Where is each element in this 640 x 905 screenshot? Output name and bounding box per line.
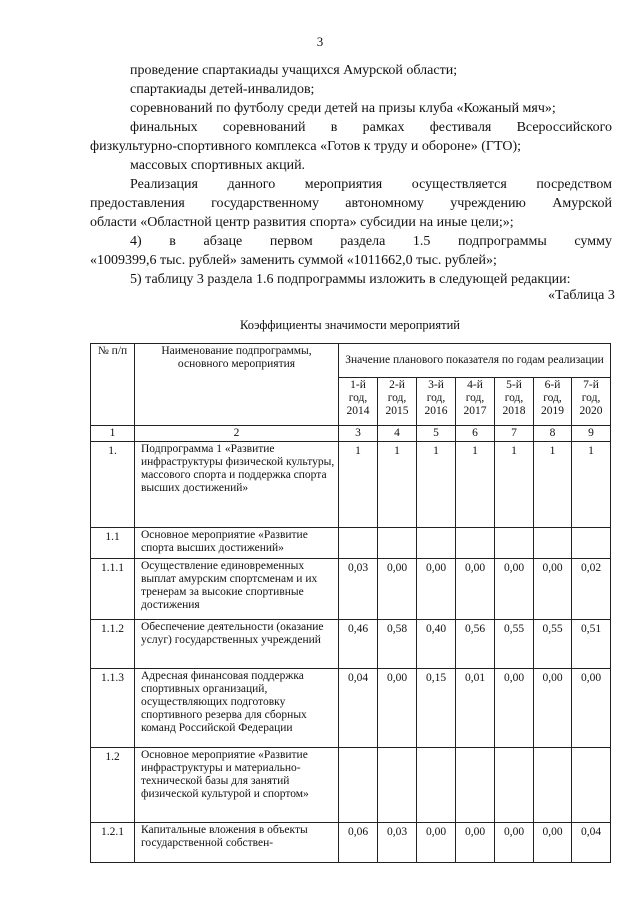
- paragraph-line: [130, 233, 612, 250]
- row-value: 0,55: [534, 620, 572, 669]
- row-value: 0,00: [495, 823, 534, 863]
- year-value: 2016: [424, 405, 448, 417]
- row-name: Обеспечение деятельности (оказание услуг) государственных учреждений: [135, 620, 339, 669]
- column-number: 1: [91, 426, 135, 442]
- row-name: Адресная финансовая поддержка спортивных организаций, осуществляющих подготовку спортивного резерва для сборных команд Российской Федерации: [135, 669, 339, 748]
- paragraph-line: соревнований по футболу среди детей на призы клуба «Кожаный мяч»;: [130, 101, 556, 116]
- page-number: 3: [316, 34, 324, 49]
- row-value: 0,46: [339, 620, 378, 669]
- row-value: 0,00: [495, 559, 534, 620]
- row-value: 1: [534, 442, 572, 528]
- word: Всероссийского: [516, 120, 612, 135]
- row-value: 0,00: [534, 823, 572, 863]
- row-name: Капитальные вложения в объекты государственной собствен-: [135, 823, 339, 863]
- year-label: 3-й год,: [426, 379, 446, 404]
- year-label: 4-й год,: [465, 379, 485, 404]
- row-value: 0,40: [417, 620, 456, 669]
- row-value: 1: [339, 442, 378, 528]
- row-name: Подпрограмма 1 «Развитие инфраструктуры физической культуры, массового спорта и поддержка спорта высших достижений»: [135, 442, 339, 528]
- paragraph-line: области «Областной центр развития спорта» субсидии на иные цели;»;: [90, 215, 514, 230]
- word: Реализация: [130, 177, 198, 192]
- word: 4): [130, 234, 142, 249]
- word: данного: [227, 177, 276, 192]
- paragraph-line: физкультурно-спортивного комплекса «Готов к труду и обороне» (ГТО);: [90, 139, 522, 154]
- word: Амурской: [552, 196, 612, 211]
- row-name: Основное мероприятие «Развитие спорта высших достижений»: [135, 528, 339, 559]
- row-value: 0,02: [572, 559, 611, 620]
- table-row: [91, 528, 611, 559]
- word: в: [330, 120, 338, 135]
- word: подпрограммы: [458, 234, 547, 249]
- row-value: [456, 748, 495, 823]
- word: государственному: [211, 196, 319, 211]
- row-value: 1: [456, 442, 495, 528]
- row-value: 0,00: [534, 559, 572, 620]
- column-number: 6: [456, 426, 495, 442]
- row-value: 0,00: [572, 669, 611, 748]
- row-value: 0,00: [495, 669, 534, 748]
- word: финальных: [130, 120, 198, 135]
- row-value: [417, 528, 456, 559]
- word: абзаце: [203, 234, 243, 249]
- row-code: 1.1.2: [91, 620, 135, 669]
- row-code: 1.2.1: [91, 823, 135, 863]
- header-year-6: [534, 378, 572, 426]
- word: первом: [269, 234, 313, 249]
- row-value: 0,04: [572, 823, 611, 863]
- row-value: 0,00: [456, 823, 495, 863]
- row-value: [339, 748, 378, 823]
- header-values: Значение планового показателя по годам реализации: [339, 344, 611, 378]
- word: фестиваля: [429, 120, 492, 135]
- row-value: 0,04: [339, 669, 378, 748]
- table-row: [91, 620, 611, 669]
- word: осуществляется: [411, 177, 507, 192]
- year-value: 2018: [502, 405, 526, 417]
- table-row: [91, 669, 611, 748]
- paragraph-line: «1009399,6 тыс. рублей» заменить суммой «1011662,0 тыс. рублей»;: [90, 253, 497, 268]
- word: предоставления: [90, 196, 185, 211]
- year-value: 2014: [346, 405, 370, 417]
- row-value: 0,00: [378, 559, 417, 620]
- paragraph-line: 5) таблицу 3 раздела 1.6 подпрограммы изложить в следующей редакции:: [130, 272, 571, 287]
- table-row: [91, 442, 611, 528]
- row-name: Основное мероприятие «Развитие инфраструктуры и материально-технической базы для занятий физической культурой и спортом»: [135, 748, 339, 823]
- word: мероприятия: [304, 177, 383, 192]
- row-value: 0,55: [495, 620, 534, 669]
- row-code: 1.2: [91, 748, 135, 823]
- word: в: [169, 234, 176, 249]
- paragraph-line: проведение спартакиады учащихся Амурской области;: [130, 63, 458, 78]
- row-value: 0,00: [417, 559, 456, 620]
- row-value: 0,06: [339, 823, 378, 863]
- table-row: [91, 823, 611, 863]
- row-value: 0,01: [456, 669, 495, 748]
- row-code: 1.: [91, 442, 135, 528]
- header-year-4: [456, 378, 495, 426]
- word: раздела: [340, 234, 386, 249]
- year-value: 2019: [541, 405, 564, 417]
- row-value: [339, 528, 378, 559]
- paragraph-line: спартакиады детей-инвалидов;: [130, 82, 315, 97]
- word: соревнований: [222, 120, 306, 135]
- header-name: Наименование подпрограммы, основного мероприятия: [135, 344, 339, 426]
- row-value: [534, 748, 572, 823]
- row-value: 0,00: [456, 559, 495, 620]
- column-number: 4: [378, 426, 417, 442]
- paragraph-line: массовых спортивных акций.: [130, 158, 306, 173]
- word: сумму: [574, 234, 612, 249]
- header-year-1: [339, 378, 378, 426]
- row-value: [417, 748, 456, 823]
- column-number: 9: [572, 426, 611, 442]
- paragraph-line: [130, 176, 612, 193]
- table-caption: Коэффициенты значимости мероприятий: [240, 318, 460, 332]
- header-year-3: [417, 378, 456, 426]
- year-value: 2015: [385, 405, 409, 417]
- year-value: 2017: [463, 405, 487, 417]
- column-number: 3: [339, 426, 378, 442]
- table-reference: «Таблица 3: [548, 288, 615, 303]
- row-value: 0,00: [417, 823, 456, 863]
- word: автономному: [345, 196, 424, 211]
- word: учреждению: [450, 196, 526, 211]
- column-number: 7: [495, 426, 534, 442]
- row-code: 1.1.3: [91, 669, 135, 748]
- row-value: 0,58: [378, 620, 417, 669]
- coefficients-table: [90, 343, 611, 863]
- year-label: 1-й год,: [348, 379, 368, 404]
- header-year-7: [572, 378, 611, 426]
- word: посредством: [536, 177, 612, 192]
- column-number: 5: [417, 426, 456, 442]
- paragraph-line: [130, 119, 612, 136]
- row-value: 0,51: [572, 620, 611, 669]
- year-label: 5-й год,: [504, 379, 524, 404]
- column-number: 2: [135, 426, 339, 442]
- year-value: 2020: [579, 405, 603, 417]
- row-value: [495, 528, 534, 559]
- row-value: 1: [495, 442, 534, 528]
- row-value: 1: [417, 442, 456, 528]
- row-value: 1: [378, 442, 417, 528]
- row-value: 0,00: [534, 669, 572, 748]
- row-value: [572, 748, 611, 823]
- row-value: [534, 528, 572, 559]
- row-value: 0,56: [456, 620, 495, 669]
- row-value: [378, 528, 417, 559]
- row-code: 1.1.1: [91, 559, 135, 620]
- year-label: 2-й год,: [387, 379, 407, 404]
- table-row: [91, 559, 611, 620]
- column-number: 8: [534, 426, 572, 442]
- row-value: 0,03: [378, 823, 417, 863]
- word: рамках: [362, 120, 405, 135]
- header-num: № п/п: [91, 344, 135, 426]
- row-value: 0,15: [417, 669, 456, 748]
- row-value: 0,00: [378, 669, 417, 748]
- row-value: [572, 528, 611, 559]
- row-value: 1: [572, 442, 611, 528]
- header-year-5: [495, 378, 534, 426]
- row-name: Осуществление единовременных выплат амурским спортсменам и их тренерам за высокие спортивные достижения: [135, 559, 339, 620]
- row-value: 0,03: [339, 559, 378, 620]
- header-year-2: [378, 378, 417, 426]
- word: 1.5: [412, 234, 431, 249]
- table-row: [91, 748, 611, 823]
- paragraph-line: [90, 195, 612, 212]
- year-label: 7-й год,: [581, 379, 601, 404]
- row-value: [495, 748, 534, 823]
- year-label: 6-й год,: [543, 379, 562, 404]
- row-value: [378, 748, 417, 823]
- row-code: 1.1: [91, 528, 135, 559]
- row-value: [456, 528, 495, 559]
